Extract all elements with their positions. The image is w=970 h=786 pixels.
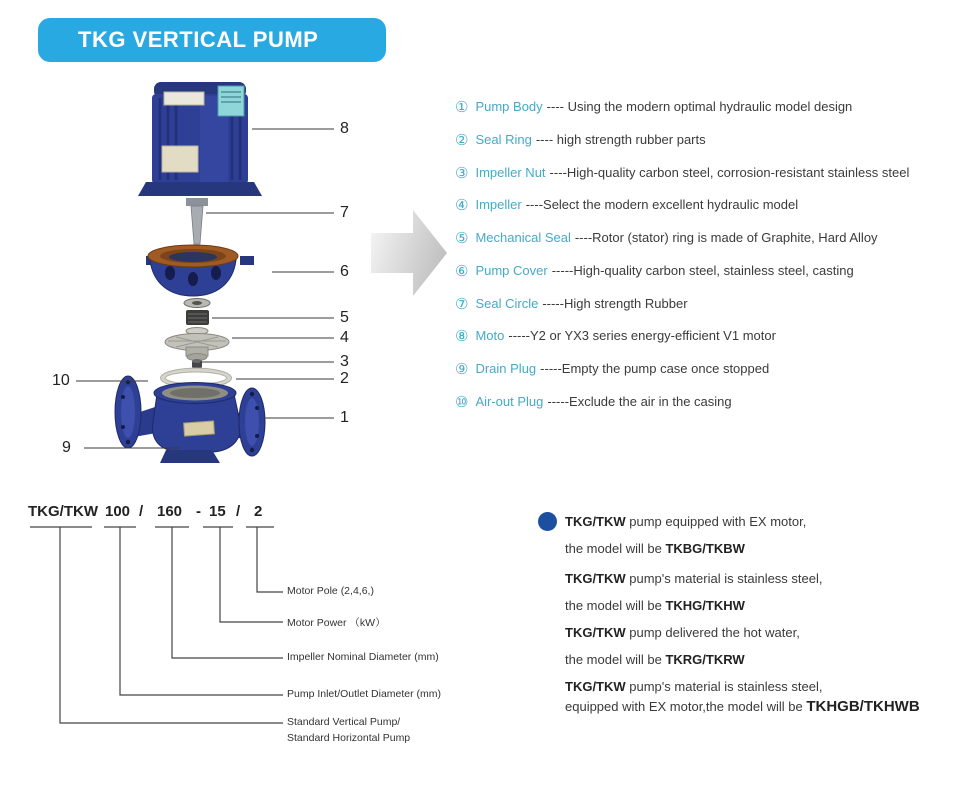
note-line-3: TKG/TKW pump's material is stainless steel, (565, 571, 823, 586)
part-name: Air-out Plug (475, 394, 544, 409)
model-label-standard-horizontal: Standard Horizontal Pump (287, 732, 411, 744)
model-segment-series: TKG/TKW (28, 503, 98, 520)
part-number-badge: ⑧ (455, 328, 469, 345)
part-description: -----Exclude the air in the casing (547, 394, 732, 409)
note-line-1: TKG/TKW pump equipped with EX motor, (565, 514, 807, 529)
part-number-badge: ④ (455, 197, 469, 214)
part-list-item-8 (455, 327, 776, 345)
model-segment-power: 15 (209, 503, 226, 520)
note-line-2: the model will be TKBG/TKBW (565, 541, 745, 556)
part-list-item-10 (455, 393, 732, 411)
model-separator-2: - (196, 503, 201, 520)
part-name: Seal Ring (475, 132, 532, 147)
callout-9: 9 (62, 439, 71, 456)
part-number-badge: ⑥ (455, 263, 469, 280)
model-segment-inlet: 100 (105, 503, 131, 520)
model-separator-3: / (236, 503, 241, 520)
part-number-badge: ⑤ (455, 230, 469, 247)
part-description: ----Select the modern excellent hydraulic model (525, 197, 799, 212)
part-description: ----Rotor (stator) ring is made of Graphite, Hard Alloy (574, 230, 878, 245)
part-name: Pump Cover (475, 263, 548, 278)
impeller-nut-illustration (192, 359, 202, 368)
part-number-badge: ② (455, 132, 469, 149)
note-line-8: equipped with EX motor,the model will be TKHGB/TKHWB (565, 698, 920, 715)
callout-8: 8 (340, 120, 349, 137)
part-list-item-3 (455, 164, 909, 182)
part-description: ----High-quality carbon steel, corrosion-resistant stainless steel (549, 165, 910, 180)
callout-2: 2 (340, 370, 349, 387)
part-description: -----High-quality carbon steel, stainless steel, casting (551, 263, 854, 278)
callout-4: 4 (340, 329, 349, 346)
impeller-illustration (165, 334, 229, 361)
part-description: ---- Using the modern optimal hydraulic model design (546, 99, 853, 114)
right-arrow-icon (368, 205, 452, 301)
part-name: Pump Body (475, 99, 543, 114)
pump-body-illustration (115, 376, 265, 463)
model-label-impeller-dia: Impeller Nominal Diameter (mm) (287, 651, 439, 663)
page-title: TKG VERTICAL PUMP (78, 27, 319, 52)
title-banner (38, 18, 386, 62)
part-list-item-6 (455, 262, 854, 280)
part-description: -----Empty the pump case once stopped (540, 361, 770, 376)
part-number-badge: ⑩ (455, 394, 469, 411)
part-description: ---- high strength rubber parts (535, 132, 706, 147)
part-number-badge: ⑨ (455, 361, 469, 378)
part-name: Moto (475, 328, 505, 343)
part-list-item-2 (455, 131, 706, 149)
callout-5: 5 (340, 309, 349, 326)
model-label-inlet-outlet: Pump Inlet/Outlet Diameter (mm) (287, 688, 442, 700)
note-line-6: the model will be TKRG/TKRW (565, 652, 745, 667)
note-line-4: the model will be TKHG/TKHW (565, 598, 745, 613)
part-name: Drain Plug (475, 361, 537, 376)
part-description: -----High strength Rubber (542, 296, 688, 311)
part-list-item-4 (455, 196, 798, 214)
model-label-motor-pole: Motor Pole (2,4,6,) (287, 585, 374, 597)
model-separator-1: / (139, 503, 144, 520)
note-line-5: TKG/TKW pump delivered the hot water, (565, 625, 800, 640)
parts-list (455, 98, 970, 418)
part-name: Impeller Nut (475, 165, 546, 180)
pump-cover-illustration (146, 245, 254, 296)
part-name: Impeller (475, 197, 522, 212)
part-list-item-9 (455, 360, 769, 378)
part-name: Mechanical Seal (475, 230, 571, 245)
part-description: -----Y2 or YX3 series energy-efficient V1 motor (508, 328, 776, 343)
note-bullet-icon (538, 512, 557, 531)
part-number-badge: ③ (455, 165, 469, 182)
model-segment-pole: 2 (254, 503, 263, 520)
callout-7: 7 (340, 204, 349, 221)
model-segment-impeller: 160 (157, 503, 183, 520)
part-list-item-1 (455, 98, 852, 116)
part-number-badge: ① (455, 99, 469, 116)
part-list-item-5 (455, 229, 878, 247)
model-label-standard-vertical: Standard Vertical Pump/ (287, 716, 401, 728)
part-number-badge: ⑦ (455, 296, 469, 313)
mechanical-seal-illustration (184, 299, 210, 335)
callout-6: 6 (340, 263, 349, 280)
note-line-7: TKG/TKW pump's material is stainless steel, (565, 679, 823, 694)
part-list-item-7 (455, 295, 688, 313)
model-label-motor-power: Motor Power （kW） (287, 617, 386, 629)
callout-10: 10 (52, 372, 70, 389)
callout-1: 1 (340, 409, 349, 426)
motor-illustration (138, 82, 262, 254)
part-name: Seal Circle (475, 296, 539, 311)
model-breakdown-lines (0, 500, 500, 760)
callout-3: 3 (340, 353, 349, 370)
